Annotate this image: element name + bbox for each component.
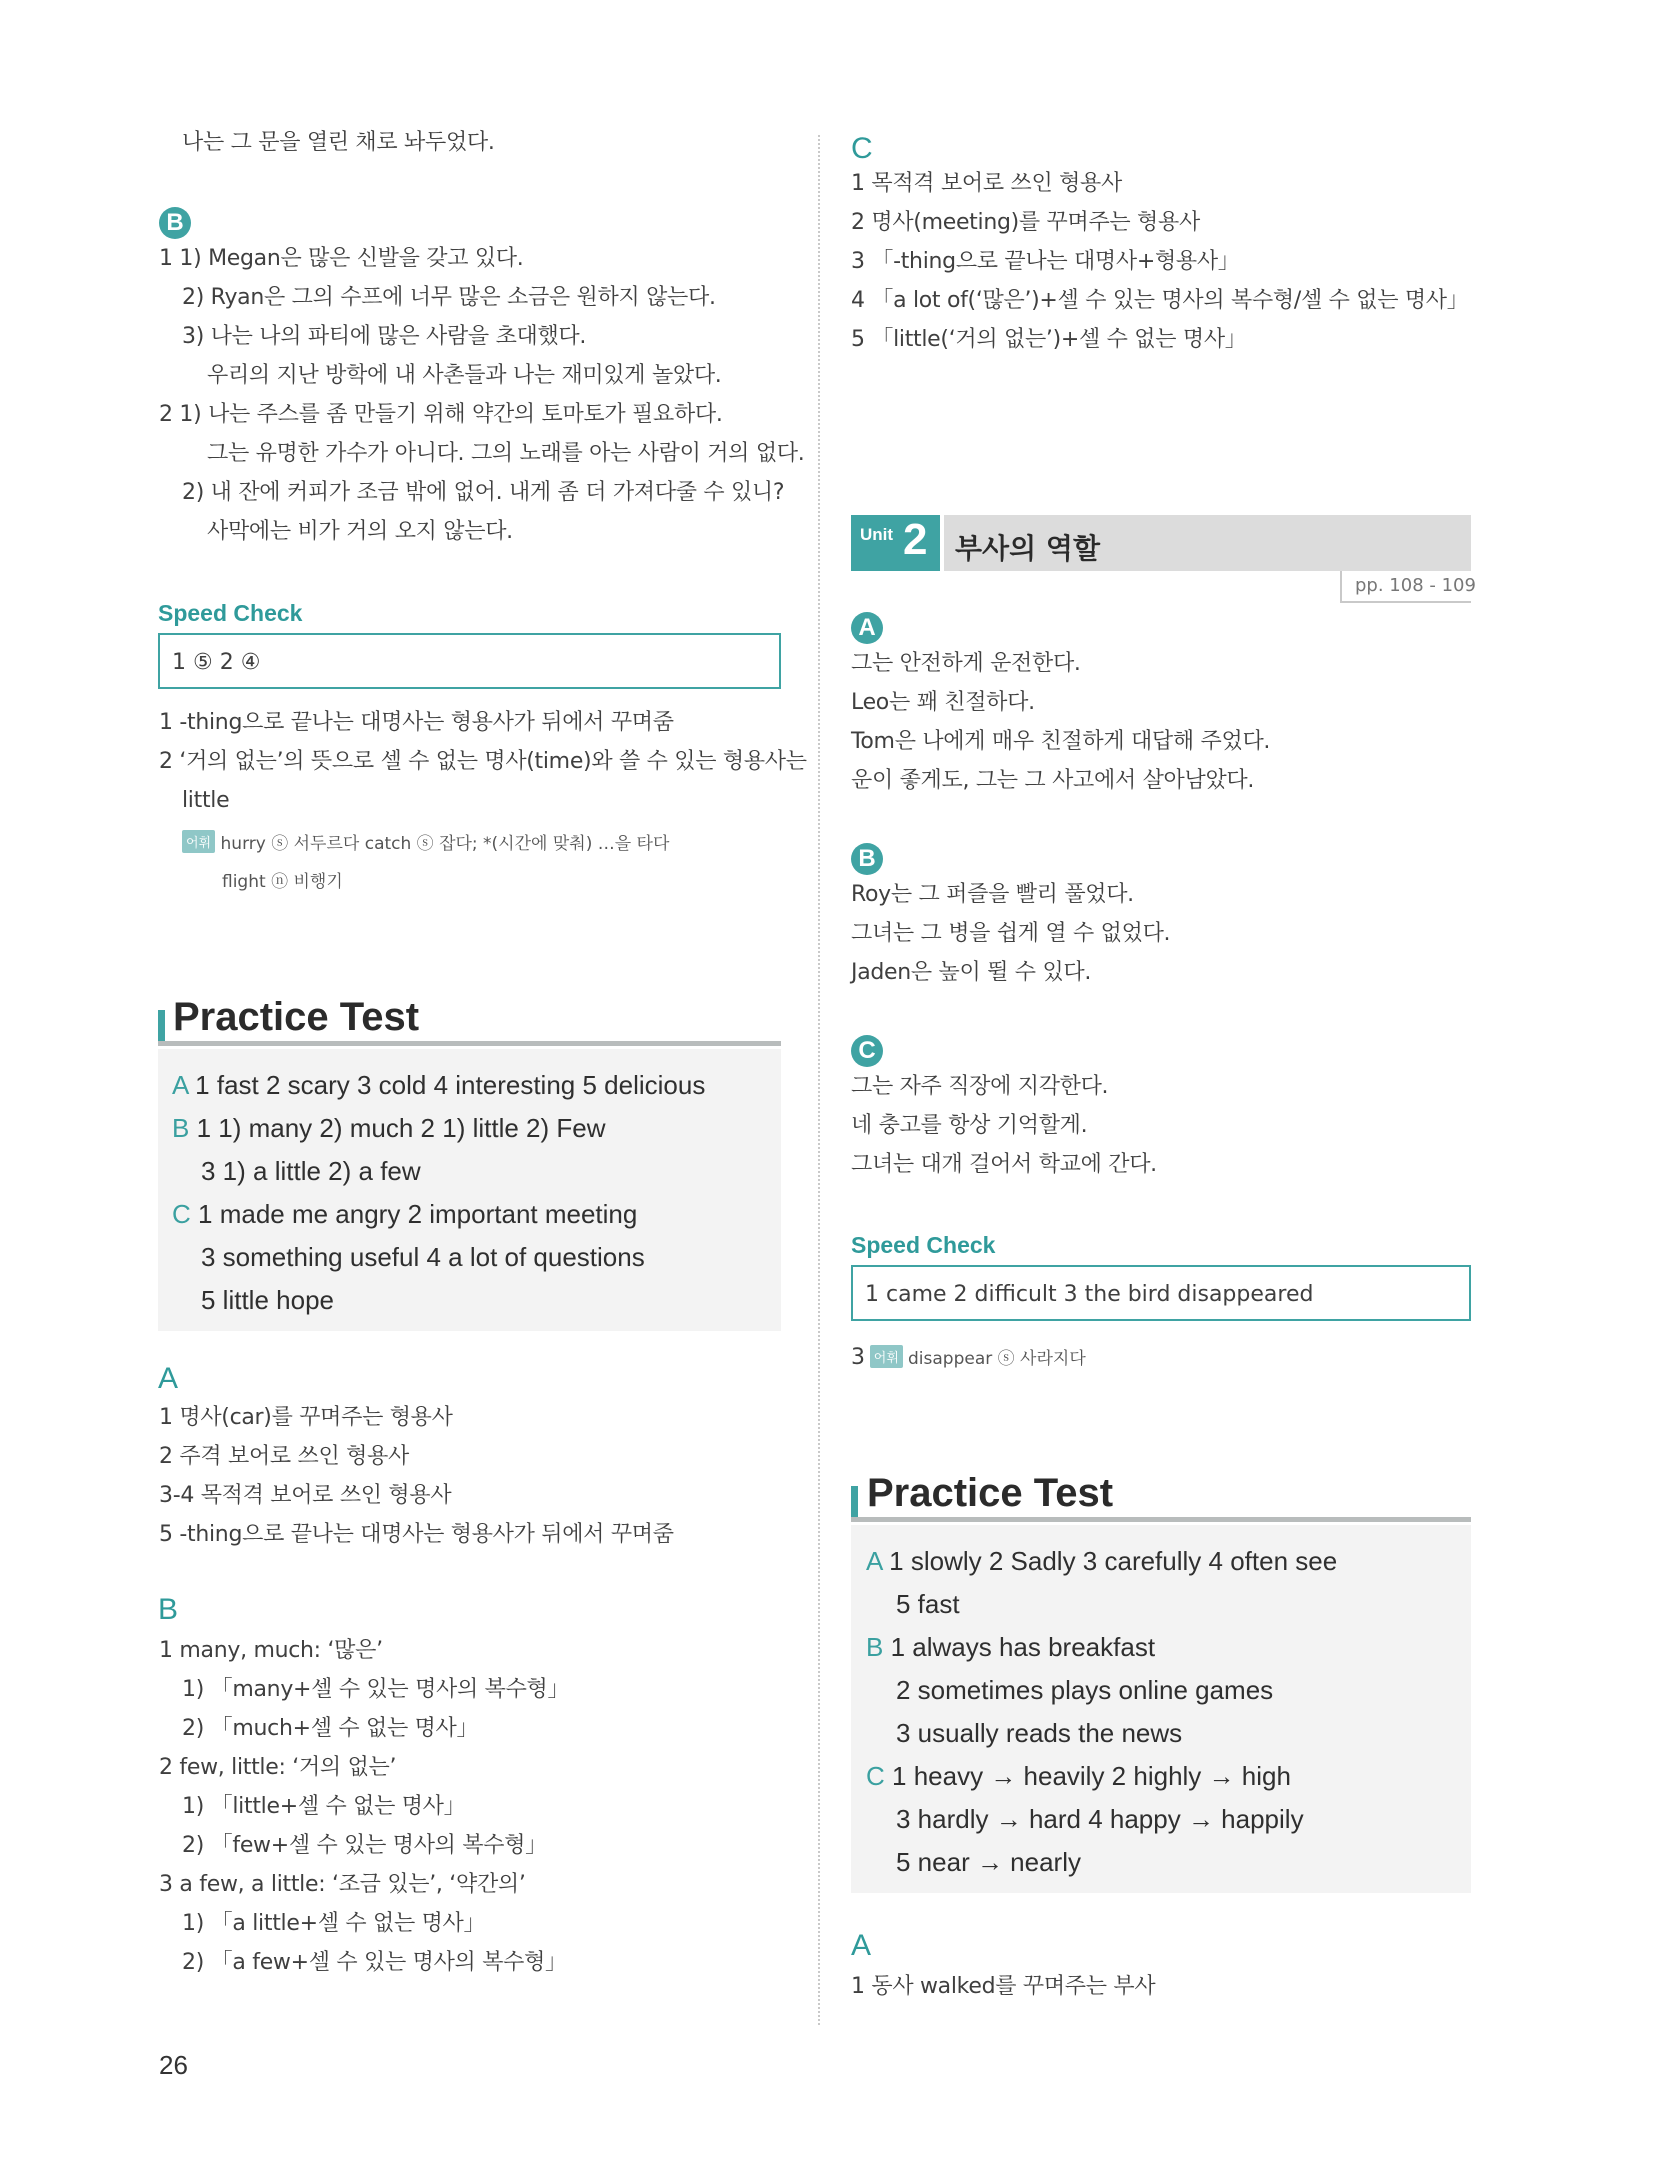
section-c-line: 3 「-thing으로 끝나는 대명사+형용사」: [851, 249, 1240, 274]
pt-text: 1 fast 2 scary 3 cold 4 interesting 5 delicious: [195, 1070, 706, 1100]
practice-test-underline-right: [851, 1517, 1471, 1522]
b-line-right: Roy는 그 퍼즐을 빨리 풀었다.: [851, 882, 1134, 907]
b-line: 2 1) 나는 주스를 좀 만들기 위해 약간의 토마토가 필요하다.: [159, 402, 723, 427]
pt-row: [866, 1763, 1291, 1789]
pt-row: 3 something useful 4 a lot of questions: [201, 1242, 645, 1272]
section-b-letter: B: [158, 1593, 179, 1626]
section-a-line: 2 주격 보어로 쓰인 형용사: [159, 1444, 409, 1469]
column-divider: [818, 135, 820, 2025]
pt-row: 5 fast: [896, 1589, 960, 1619]
note-number: 3: [851, 1345, 865, 1370]
pt-text: 1 made me angry 2 important meeting: [198, 1199, 638, 1229]
vocab-badge-right: 어휘: [870, 1345, 903, 1368]
pt-text: 1 always has breakfast: [890, 1632, 1156, 1662]
c-line: 그는 자주 직장에 지각한다.: [851, 1074, 1109, 1099]
unit-number: 2: [903, 515, 928, 564]
page-range: pp. 108 - 109: [1355, 575, 1476, 596]
practice-test-title: Practice Test: [173, 995, 420, 1039]
pt-row: 5 near → nearly: [896, 1847, 1081, 1877]
speed-note: 2 ‘거의 없는’의 뜻으로 셀 수 없는 명사(time)와 쓸 수 있는 형용사는: [159, 749, 807, 774]
vocab-text-right: disappear ⓢ 사라지다: [908, 1349, 1086, 1369]
section-c-line: 2 명사(meeting)를 꾸며주는 형용사: [851, 210, 1200, 235]
section-a-line: 1 명사(car)를 꾸며주는 형용사: [159, 1405, 453, 1430]
b-line-right: 그녀는 그 병을 쉽게 열 수 없었다.: [851, 921, 1171, 946]
practice-test-answers-right: [851, 1525, 1471, 1893]
vocab-line: [182, 829, 669, 854]
c-line: 그녀는 대개 걸어서 학교에 간다.: [851, 1152, 1157, 1177]
pt-key: C: [866, 1761, 885, 1791]
a-line: 그는 안전하게 운전한다.: [851, 651, 1081, 676]
pt-row: 5 little hope: [201, 1285, 334, 1315]
pt-key: B: [866, 1632, 884, 1662]
b-line: 2) Ryan은 그의 수프에 너무 많은 소금은 원하지 않는다.: [182, 285, 716, 310]
section-a-letter: A: [158, 1362, 179, 1395]
pt-row: 3 hardly → hard 4 happy → happily: [896, 1804, 1304, 1834]
pt-row: 3 usually reads the news: [896, 1718, 1183, 1748]
section-b-line: 1) 「a little+셀 수 없는 명사」: [182, 1911, 486, 1936]
a-line: 운이 좋게도, 그는 그 사고에서 살아남았다.: [851, 768, 1255, 793]
practice-test-title-right: Practice Test: [867, 1471, 1114, 1515]
b-line: 우리의 지난 방학에 내 사촌들과 나는 재미있게 놀았다.: [207, 363, 722, 388]
section-a-line: 5 -thing으로 끝나는 대명사는 형용사가 뒤에서 꾸며줌: [159, 1522, 674, 1547]
section-b-line: 2 few, little: ‘거의 없는’: [159, 1755, 397, 1780]
b-line: 3) 나는 나의 파티에 많은 사람을 초대했다.: [182, 324, 587, 349]
section-b-line: 1) 「little+셀 수 없는 명사」: [182, 1794, 466, 1819]
b-line: 1 1) Megan은 많은 신발을 갖고 있다.: [159, 246, 524, 271]
unit-separator: [940, 515, 944, 571]
pt-row: [172, 1201, 637, 1227]
speed-note: 1 -thing으로 끝나는 대명사는 형용사가 뒤에서 꾸며줌: [159, 710, 674, 735]
pt-text: 1 slowly 2 Sadly 3 carefully 4 often see: [889, 1546, 1338, 1576]
b-line: 그는 유명한 가수가 아니다. 그의 노래를 아는 사람이 거의 없다.: [207, 441, 805, 466]
section-a-letter-right: A: [851, 1929, 872, 1962]
section-c-line: 5 「little(‘거의 없는’)+셀 수 없는 명사」: [851, 327, 1247, 352]
a-line: Tom은 나에게 매우 친절하게 대답해 주었다.: [851, 729, 1271, 754]
pt-key: A: [866, 1546, 882, 1576]
section-c-letter: C: [851, 132, 873, 165]
left-top-line: 나는 그 문을 열린 채로 놔두었다.: [182, 130, 495, 155]
pt-row: 3 1) a little 2) a few: [201, 1156, 421, 1186]
pt-key: A: [172, 1070, 188, 1100]
speed-check-title: Speed Check: [158, 600, 303, 626]
b-line: 2) 내 잔에 커피가 조금 밖에 없어. 내게 좀 더 가져다줄 수 있니?: [182, 480, 785, 505]
pt-row: 2 sometimes plays online games: [896, 1675, 1274, 1705]
speed-note-right: [851, 1344, 1086, 1369]
vocab-text: hurry ⓢ 서두르다 catch ⓢ 잡다; *(시간에 맞춰) …을 타다: [220, 834, 670, 854]
section-b-line: 3 a few, a little: ‘조금 있는’, ‘약간의’: [159, 1872, 526, 1897]
a-line: Leo는 꽤 친절하다.: [851, 690, 1035, 715]
speed-check-answer: 1 ⑤ 2 ④: [172, 650, 261, 675]
a-badge: A: [851, 612, 883, 644]
b-line-right: Jaden은 높이 뛸 수 있다.: [851, 960, 1092, 985]
page-range-box: [1340, 571, 1476, 603]
section-b-line: 2) 「a few+셀 수 있는 명사의 복수형」: [182, 1950, 567, 1975]
unit-header-bar: [851, 515, 1471, 571]
section-b-line: 1 many, much: ‘많은’: [159, 1638, 383, 1663]
speed-check-answer-right: 1 came 2 difficult 3 the bird disappeared: [865, 1282, 1314, 1307]
section-a-line: 3-4 목적격 보어로 쓰인 형용사: [159, 1483, 452, 1508]
unit-label: Unit: [860, 525, 894, 544]
page-number: 26: [159, 2050, 188, 2080]
unit-title: 부사의 역할: [955, 532, 1100, 565]
c-line: 네 충고를 항상 기억할게.: [851, 1113, 1088, 1138]
pt-key: C: [172, 1199, 191, 1229]
speed-check-box-right: [851, 1265, 1471, 1321]
b-badge-right: B: [851, 843, 883, 875]
section-a-line-right: 1 동사 walked를 꾸며주는 부사: [851, 1974, 1156, 1999]
vocab-badge: 어휘: [182, 830, 215, 853]
section-c-line: 4 「a lot of(‘많은’)+셀 수 있는 명사의 복수형/셀 수 없는 명사」: [851, 288, 1469, 313]
section-b-line: 2) 「much+셀 수 없는 명사」: [182, 1716, 479, 1741]
section-b-line: 2) 「few+셀 수 있는 명사의 복수형」: [182, 1833, 547, 1858]
b-badge: B: [159, 207, 191, 239]
pt-row: [172, 1072, 705, 1098]
unit-badge: [851, 515, 940, 571]
speed-note: little: [182, 788, 230, 813]
pt-row: [866, 1548, 1337, 1574]
vocab-line-2: flight ⓝ 비행기: [222, 872, 343, 892]
pt-text: 1 heavy → heavily 2 highly → high: [892, 1761, 1291, 1791]
pt-text: 1 1) many 2) much 2 1) little 2) Few: [196, 1113, 606, 1143]
speed-check-box: [158, 633, 781, 689]
practice-test-underline: [158, 1041, 781, 1046]
section-b-line: 1) 「many+셀 수 있는 명사의 복수형」: [182, 1677, 570, 1702]
b-line: 사막에는 비가 거의 오지 않는다.: [207, 519, 513, 544]
pt-row: [172, 1115, 606, 1141]
pt-row: [866, 1634, 1155, 1660]
pt-key: B: [172, 1113, 190, 1143]
c-badge: C: [851, 1035, 883, 1067]
speed-check-title-right: Speed Check: [851, 1232, 996, 1258]
section-c-line: 1 목적격 보어로 쓰인 형용사: [851, 171, 1122, 196]
